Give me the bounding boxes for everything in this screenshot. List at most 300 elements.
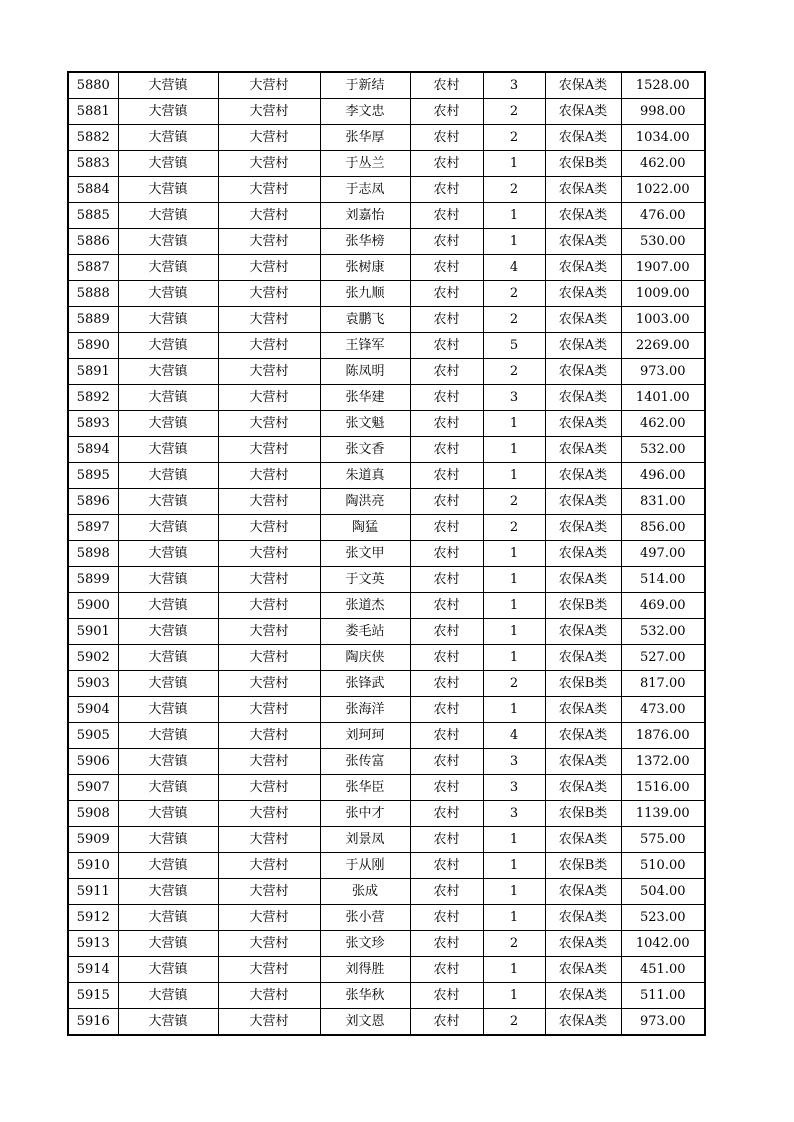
village-cell: 大营村 — [218, 827, 320, 853]
residence-type-cell: 农村 — [410, 619, 483, 645]
town-cell: 大营镇 — [118, 905, 218, 931]
household-count-cell: 4 — [483, 255, 545, 281]
table-row — [68, 151, 705, 177]
serial-number-cell: 5896 — [68, 489, 118, 515]
name-cell: 刘嘉怡 — [320, 203, 410, 229]
village-cell: 大营村 — [218, 99, 320, 125]
household-count-cell: 1 — [483, 567, 545, 593]
name-cell: 刘得胜 — [320, 957, 410, 983]
name-cell: 娄毛站 — [320, 619, 410, 645]
household-count-cell: 1 — [483, 151, 545, 177]
village-cell: 大营村 — [218, 281, 320, 307]
residence-type-cell: 农村 — [410, 72, 483, 99]
category-cell: 农保A类 — [545, 879, 621, 905]
serial-number-cell: 5910 — [68, 853, 118, 879]
category-cell: 农保A类 — [545, 541, 621, 567]
village-cell: 大营村 — [218, 749, 320, 775]
town-cell: 大营镇 — [118, 983, 218, 1009]
residence-type-cell: 农村 — [410, 567, 483, 593]
name-cell: 张华建 — [320, 385, 410, 411]
residence-type-cell: 农村 — [410, 359, 483, 385]
residence-type-cell: 农村 — [410, 853, 483, 879]
residence-type-cell: 农村 — [410, 151, 483, 177]
category-cell: 农保A类 — [545, 385, 621, 411]
residence-type-cell: 农村 — [410, 983, 483, 1009]
town-cell: 大营镇 — [118, 385, 218, 411]
amount-cell: 532.00 — [621, 619, 705, 645]
amount-cell: 497.00 — [621, 541, 705, 567]
table-row — [68, 853, 705, 879]
village-cell: 大营村 — [218, 437, 320, 463]
residence-type-cell: 农村 — [410, 749, 483, 775]
household-count-cell: 3 — [483, 801, 545, 827]
residence-type-cell: 农村 — [410, 99, 483, 125]
table-row — [68, 905, 705, 931]
amount-cell: 1022.00 — [621, 177, 705, 203]
amount-cell: 1876.00 — [621, 723, 705, 749]
amount-cell: 1034.00 — [621, 125, 705, 151]
name-cell: 于志凤 — [320, 177, 410, 203]
serial-number-cell: 5881 — [68, 99, 118, 125]
residence-type-cell: 农村 — [410, 203, 483, 229]
amount-cell: 1528.00 — [621, 72, 705, 99]
amount-cell: 973.00 — [621, 359, 705, 385]
serial-number-cell: 5904 — [68, 697, 118, 723]
serial-number-cell: 5885 — [68, 203, 118, 229]
residence-type-cell: 农村 — [410, 333, 483, 359]
household-count-cell: 1 — [483, 983, 545, 1009]
category-cell: 农保A类 — [545, 437, 621, 463]
table-row — [68, 957, 705, 983]
household-count-cell: 3 — [483, 775, 545, 801]
category-cell: 农保A类 — [545, 333, 621, 359]
name-cell: 张文魁 — [320, 411, 410, 437]
category-cell: 农保A类 — [545, 749, 621, 775]
name-cell: 袁鹏飞 — [320, 307, 410, 333]
table-row — [68, 333, 705, 359]
name-cell: 张九顺 — [320, 281, 410, 307]
town-cell: 大营镇 — [118, 515, 218, 541]
household-count-cell: 1 — [483, 593, 545, 619]
table-row — [68, 125, 705, 151]
serial-number-cell: 5916 — [68, 1009, 118, 1036]
town-cell: 大营镇 — [118, 723, 218, 749]
household-count-cell: 1 — [483, 697, 545, 723]
village-cell: 大营村 — [218, 489, 320, 515]
town-cell: 大营镇 — [118, 437, 218, 463]
town-cell: 大营镇 — [118, 671, 218, 697]
table-row — [68, 411, 705, 437]
table-row — [68, 177, 705, 203]
town-cell: 大营镇 — [118, 853, 218, 879]
assistance-roster-table — [67, 71, 706, 1036]
town-cell: 大营镇 — [118, 957, 218, 983]
amount-cell: 451.00 — [621, 957, 705, 983]
household-count-cell: 2 — [483, 281, 545, 307]
serial-number-cell: 5906 — [68, 749, 118, 775]
household-count-cell: 2 — [483, 1009, 545, 1036]
residence-type-cell: 农村 — [410, 957, 483, 983]
town-cell: 大营镇 — [118, 749, 218, 775]
amount-cell: 1009.00 — [621, 281, 705, 307]
residence-type-cell: 农村 — [410, 593, 483, 619]
residence-type-cell: 农村 — [410, 307, 483, 333]
category-cell: 农保A类 — [545, 619, 621, 645]
village-cell: 大营村 — [218, 229, 320, 255]
village-cell: 大营村 — [218, 203, 320, 229]
category-cell: 农保A类 — [545, 515, 621, 541]
household-count-cell: 1 — [483, 853, 545, 879]
table-row — [68, 437, 705, 463]
name-cell: 张中才 — [320, 801, 410, 827]
table-row — [68, 827, 705, 853]
household-count-cell: 2 — [483, 515, 545, 541]
serial-number-cell: 5914 — [68, 957, 118, 983]
village-cell: 大营村 — [218, 385, 320, 411]
town-cell: 大营镇 — [118, 931, 218, 957]
residence-type-cell: 农村 — [410, 671, 483, 697]
name-cell: 刘文恩 — [320, 1009, 410, 1036]
name-cell: 陶庆侠 — [320, 645, 410, 671]
village-cell: 大营村 — [218, 411, 320, 437]
amount-cell: 476.00 — [621, 203, 705, 229]
household-count-cell: 1 — [483, 463, 545, 489]
household-count-cell: 2 — [483, 489, 545, 515]
residence-type-cell: 农村 — [410, 645, 483, 671]
household-count-cell: 1 — [483, 203, 545, 229]
name-cell: 于从刚 — [320, 853, 410, 879]
amount-cell: 1401.00 — [621, 385, 705, 411]
village-cell: 大营村 — [218, 853, 320, 879]
town-cell: 大营镇 — [118, 775, 218, 801]
table-row — [68, 307, 705, 333]
household-count-cell: 2 — [483, 931, 545, 957]
table-row — [68, 801, 705, 827]
table-row — [68, 749, 705, 775]
serial-number-cell: 5887 — [68, 255, 118, 281]
amount-cell: 998.00 — [621, 99, 705, 125]
table-row — [68, 879, 705, 905]
category-cell: 农保A类 — [545, 307, 621, 333]
town-cell: 大营镇 — [118, 801, 218, 827]
table-row — [68, 385, 705, 411]
serial-number-cell: 5895 — [68, 463, 118, 489]
category-cell: 农保A类 — [545, 177, 621, 203]
category-cell: 农保A类 — [545, 463, 621, 489]
category-cell: 农保A类 — [545, 229, 621, 255]
residence-type-cell: 农村 — [410, 515, 483, 541]
household-count-cell: 1 — [483, 437, 545, 463]
residence-type-cell: 农村 — [410, 827, 483, 853]
town-cell: 大营镇 — [118, 125, 218, 151]
town-cell: 大营镇 — [118, 541, 218, 567]
household-count-cell: 2 — [483, 359, 545, 385]
serial-number-cell: 5880 — [68, 72, 118, 99]
amount-cell: 514.00 — [621, 567, 705, 593]
village-cell: 大营村 — [218, 983, 320, 1009]
village-cell: 大营村 — [218, 723, 320, 749]
household-count-cell: 1 — [483, 879, 545, 905]
serial-number-cell: 5884 — [68, 177, 118, 203]
town-cell: 大营镇 — [118, 151, 218, 177]
amount-cell: 530.00 — [621, 229, 705, 255]
category-cell: 农保A类 — [545, 957, 621, 983]
town-cell: 大营镇 — [118, 72, 218, 99]
household-count-cell: 1 — [483, 541, 545, 567]
residence-type-cell: 农村 — [410, 697, 483, 723]
category-cell: 农保A类 — [545, 359, 621, 385]
table-row — [68, 567, 705, 593]
table-row — [68, 515, 705, 541]
village-cell: 大营村 — [218, 905, 320, 931]
serial-number-cell: 5899 — [68, 567, 118, 593]
town-cell: 大营镇 — [118, 229, 218, 255]
serial-number-cell: 5915 — [68, 983, 118, 1009]
residence-type-cell: 农村 — [410, 931, 483, 957]
serial-number-cell: 5903 — [68, 671, 118, 697]
table-row — [68, 99, 705, 125]
village-cell: 大营村 — [218, 151, 320, 177]
amount-cell: 1042.00 — [621, 931, 705, 957]
name-cell: 张华厚 — [320, 125, 410, 151]
table-row — [68, 72, 705, 99]
town-cell: 大营镇 — [118, 99, 218, 125]
amount-cell: 532.00 — [621, 437, 705, 463]
name-cell: 张成 — [320, 879, 410, 905]
village-cell: 大营村 — [218, 619, 320, 645]
serial-number-cell: 5898 — [68, 541, 118, 567]
category-cell: 农保A类 — [545, 281, 621, 307]
amount-cell: 496.00 — [621, 463, 705, 489]
table-row — [68, 697, 705, 723]
name-cell: 朱道真 — [320, 463, 410, 489]
category-cell: 农保A类 — [545, 827, 621, 853]
table-row — [68, 1009, 705, 1036]
household-count-cell: 3 — [483, 385, 545, 411]
serial-number-cell: 5890 — [68, 333, 118, 359]
amount-cell: 973.00 — [621, 1009, 705, 1036]
category-cell: 农保B类 — [545, 671, 621, 697]
town-cell: 大营镇 — [118, 463, 218, 489]
household-count-cell: 2 — [483, 671, 545, 697]
residence-type-cell: 农村 — [410, 385, 483, 411]
table-body — [68, 72, 705, 1035]
residence-type-cell: 农村 — [410, 125, 483, 151]
amount-cell: 511.00 — [621, 983, 705, 1009]
village-cell: 大营村 — [218, 957, 320, 983]
category-cell: 农保A类 — [545, 411, 621, 437]
serial-number-cell: 5911 — [68, 879, 118, 905]
village-cell: 大营村 — [218, 593, 320, 619]
category-cell: 农保A类 — [545, 931, 621, 957]
amount-cell: 1139.00 — [621, 801, 705, 827]
household-count-cell: 3 — [483, 72, 545, 99]
category-cell: 农保B类 — [545, 801, 621, 827]
town-cell: 大营镇 — [118, 177, 218, 203]
category-cell: 农保A类 — [545, 775, 621, 801]
name-cell: 张道杰 — [320, 593, 410, 619]
household-count-cell: 4 — [483, 723, 545, 749]
table-row — [68, 619, 705, 645]
town-cell: 大营镇 — [118, 333, 218, 359]
amount-cell: 831.00 — [621, 489, 705, 515]
table-row — [68, 489, 705, 515]
category-cell: 农保A类 — [545, 723, 621, 749]
table-row — [68, 541, 705, 567]
town-cell: 大营镇 — [118, 645, 218, 671]
table-row — [68, 229, 705, 255]
category-cell: 农保A类 — [545, 905, 621, 931]
household-count-cell: 2 — [483, 177, 545, 203]
amount-cell: 469.00 — [621, 593, 705, 619]
residence-type-cell: 农村 — [410, 801, 483, 827]
village-cell: 大营村 — [218, 72, 320, 99]
town-cell: 大营镇 — [118, 567, 218, 593]
village-cell: 大营村 — [218, 177, 320, 203]
household-count-cell: 1 — [483, 229, 545, 255]
town-cell: 大营镇 — [118, 489, 218, 515]
category-cell: 农保A类 — [545, 567, 621, 593]
village-cell: 大营村 — [218, 931, 320, 957]
village-cell: 大营村 — [218, 801, 320, 827]
category-cell: 农保A类 — [545, 72, 621, 99]
serial-number-cell: 5889 — [68, 307, 118, 333]
village-cell: 大营村 — [218, 567, 320, 593]
table-row — [68, 645, 705, 671]
town-cell: 大营镇 — [118, 697, 218, 723]
table-row — [68, 593, 705, 619]
document-table-container — [67, 71, 704, 1036]
table-row — [68, 255, 705, 281]
amount-cell: 462.00 — [621, 151, 705, 177]
residence-type-cell: 农村 — [410, 255, 483, 281]
name-cell: 张锋武 — [320, 671, 410, 697]
name-cell: 陶洪亮 — [320, 489, 410, 515]
serial-number-cell: 5912 — [68, 905, 118, 931]
residence-type-cell: 农村 — [410, 411, 483, 437]
serial-number-cell: 5888 — [68, 281, 118, 307]
residence-type-cell: 农村 — [410, 723, 483, 749]
village-cell: 大营村 — [218, 541, 320, 567]
amount-cell: 527.00 — [621, 645, 705, 671]
category-cell: 农保A类 — [545, 125, 621, 151]
category-cell: 农保A类 — [545, 1009, 621, 1036]
town-cell: 大营镇 — [118, 827, 218, 853]
household-count-cell: 1 — [483, 619, 545, 645]
name-cell: 于文英 — [320, 567, 410, 593]
town-cell: 大营镇 — [118, 1009, 218, 1036]
amount-cell: 856.00 — [621, 515, 705, 541]
name-cell: 李文忠 — [320, 99, 410, 125]
table-row — [68, 281, 705, 307]
residence-type-cell: 农村 — [410, 489, 483, 515]
household-count-cell: 2 — [483, 125, 545, 151]
name-cell: 张海洋 — [320, 697, 410, 723]
household-count-cell: 5 — [483, 333, 545, 359]
village-cell: 大营村 — [218, 671, 320, 697]
residence-type-cell: 农村 — [410, 1009, 483, 1036]
table-row — [68, 203, 705, 229]
table-row — [68, 931, 705, 957]
serial-number-cell: 5882 — [68, 125, 118, 151]
name-cell: 张传富 — [320, 749, 410, 775]
village-cell: 大营村 — [218, 333, 320, 359]
name-cell: 张树康 — [320, 255, 410, 281]
name-cell: 张华秋 — [320, 983, 410, 1009]
serial-number-cell: 5909 — [68, 827, 118, 853]
amount-cell: 817.00 — [621, 671, 705, 697]
serial-number-cell: 5913 — [68, 931, 118, 957]
name-cell: 于丛兰 — [320, 151, 410, 177]
village-cell: 大营村 — [218, 463, 320, 489]
category-cell: 农保A类 — [545, 645, 621, 671]
village-cell: 大营村 — [218, 879, 320, 905]
village-cell: 大营村 — [218, 125, 320, 151]
name-cell: 张华榜 — [320, 229, 410, 255]
town-cell: 大营镇 — [118, 281, 218, 307]
table-row — [68, 671, 705, 697]
category-cell: 农保A类 — [545, 203, 621, 229]
village-cell: 大营村 — [218, 775, 320, 801]
name-cell: 张文甲 — [320, 541, 410, 567]
serial-number-cell: 5902 — [68, 645, 118, 671]
category-cell: 农保B类 — [545, 593, 621, 619]
town-cell: 大营镇 — [118, 619, 218, 645]
amount-cell: 1907.00 — [621, 255, 705, 281]
category-cell: 农保B类 — [545, 151, 621, 177]
household-count-cell: 1 — [483, 411, 545, 437]
name-cell: 王锋军 — [320, 333, 410, 359]
serial-number-cell: 5892 — [68, 385, 118, 411]
town-cell: 大营镇 — [118, 411, 218, 437]
category-cell: 农保A类 — [545, 255, 621, 281]
category-cell: 农保A类 — [545, 697, 621, 723]
serial-number-cell: 5891 — [68, 359, 118, 385]
name-cell: 张文珍 — [320, 931, 410, 957]
name-cell: 陶猛 — [320, 515, 410, 541]
category-cell: 农保B类 — [545, 853, 621, 879]
amount-cell: 2269.00 — [621, 333, 705, 359]
amount-cell: 510.00 — [621, 853, 705, 879]
serial-number-cell: 5897 — [68, 515, 118, 541]
residence-type-cell: 农村 — [410, 281, 483, 307]
category-cell: 农保A类 — [545, 99, 621, 125]
residence-type-cell: 农村 — [410, 879, 483, 905]
residence-type-cell: 农村 — [410, 541, 483, 567]
village-cell: 大营村 — [218, 307, 320, 333]
household-count-cell: 1 — [483, 905, 545, 931]
residence-type-cell: 农村 — [410, 463, 483, 489]
serial-number-cell: 5893 — [68, 411, 118, 437]
name-cell: 于新结 — [320, 72, 410, 99]
village-cell: 大营村 — [218, 359, 320, 385]
residence-type-cell: 农村 — [410, 905, 483, 931]
serial-number-cell: 5886 — [68, 229, 118, 255]
amount-cell: 504.00 — [621, 879, 705, 905]
town-cell: 大营镇 — [118, 203, 218, 229]
household-count-cell: 1 — [483, 957, 545, 983]
table-row — [68, 775, 705, 801]
town-cell: 大营镇 — [118, 307, 218, 333]
amount-cell: 473.00 — [621, 697, 705, 723]
serial-number-cell: 5908 — [68, 801, 118, 827]
serial-number-cell: 5894 — [68, 437, 118, 463]
household-count-cell: 3 — [483, 749, 545, 775]
serial-number-cell: 5905 — [68, 723, 118, 749]
village-cell: 大营村 — [218, 645, 320, 671]
amount-cell: 1516.00 — [621, 775, 705, 801]
village-cell: 大营村 — [218, 515, 320, 541]
